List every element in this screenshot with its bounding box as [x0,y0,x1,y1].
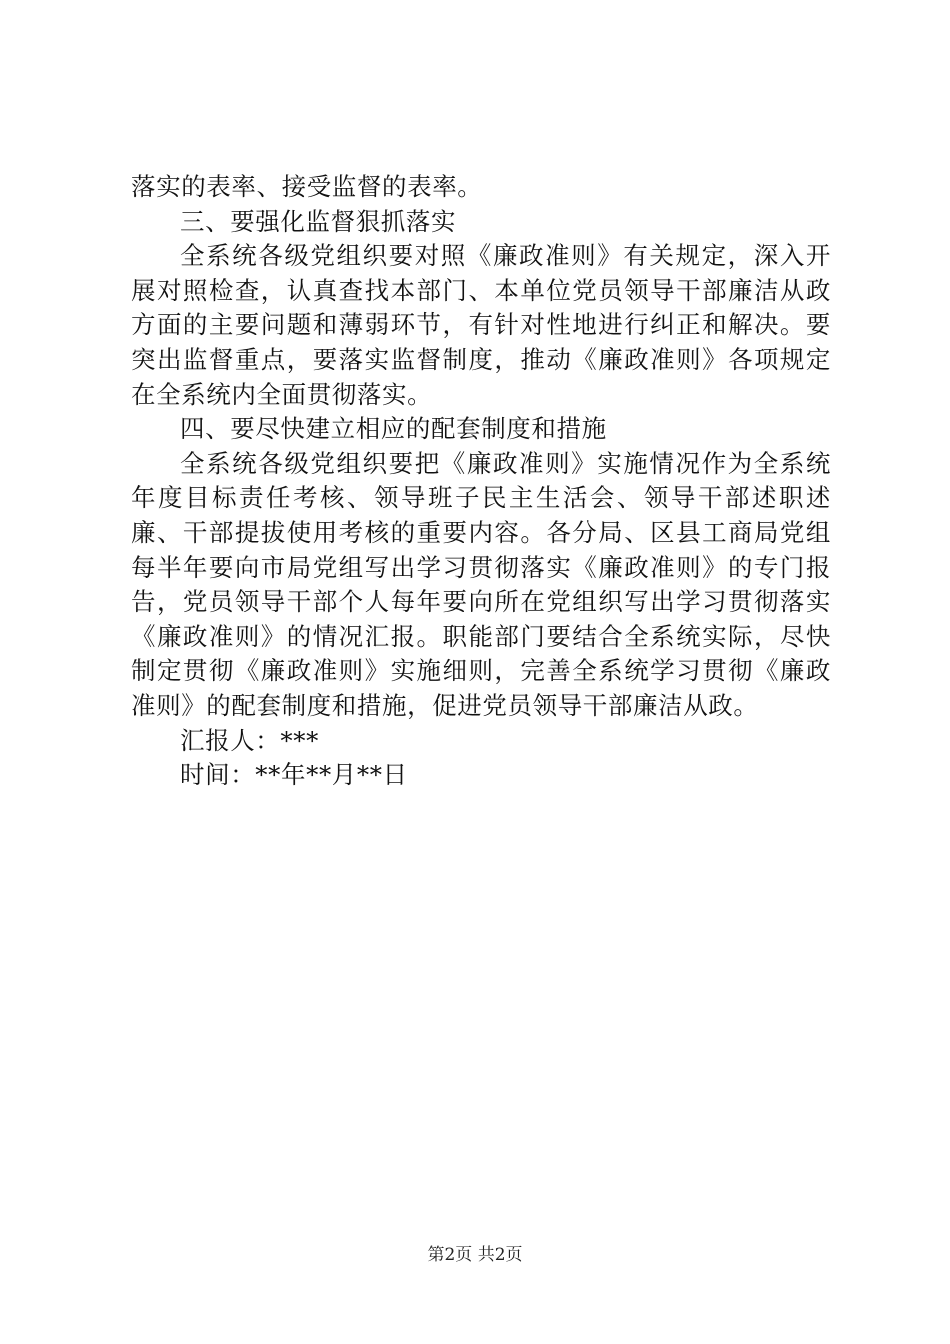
document-body [131,170,831,793]
section-heading-three: 三、要强化监督狠抓落实 [180,206,457,236]
section-heading-four: 四、要尽快建立相应的配套制度和措施 [180,414,607,444]
date-line: 时间：**年**月**日 [180,760,408,790]
paragraph-supporting-measures: 全系统各级党组织要把《廉政准则》实施情况作为全系统年度目标责任考核、领导班子民主生活会、领导干部述职述廉、干部提拔使用考核的重要内容。各分局、区县工商局党组每半年要向市局党组写出学习贯彻落实《廉政准则》的专门报告，党员领导干部个人每年要向所在党组织写出学习贯彻落实《廉政准则》的情况汇报。职能部门要结合全系统实际，尽快制定贯彻《廉政准则》实施细则，完善全系统学习贯彻《廉政准则》的配套制度和措施，促进党员领导干部廉洁从政。 [131,448,831,720]
paragraph-supervision: 全系统各级党组织要对照《廉政准则》有关规定，深入开展对照检查，认真查找本部门、本单位党员领导干部廉洁从政方面的主要问题和薄弱环节，有针对性地进行纠正和解决。要突出监督重点，要落实监督制度，推动《廉政准则》各项规定在全系统内全面贯彻落实。 [131,241,831,409]
page-number-footer: 第2页 共2页 [427,1245,523,1265]
reporter-line: 汇报人：*** [180,725,319,755]
paragraph-continuation: 落实的表率、接受监督的表率。 [131,172,483,201]
